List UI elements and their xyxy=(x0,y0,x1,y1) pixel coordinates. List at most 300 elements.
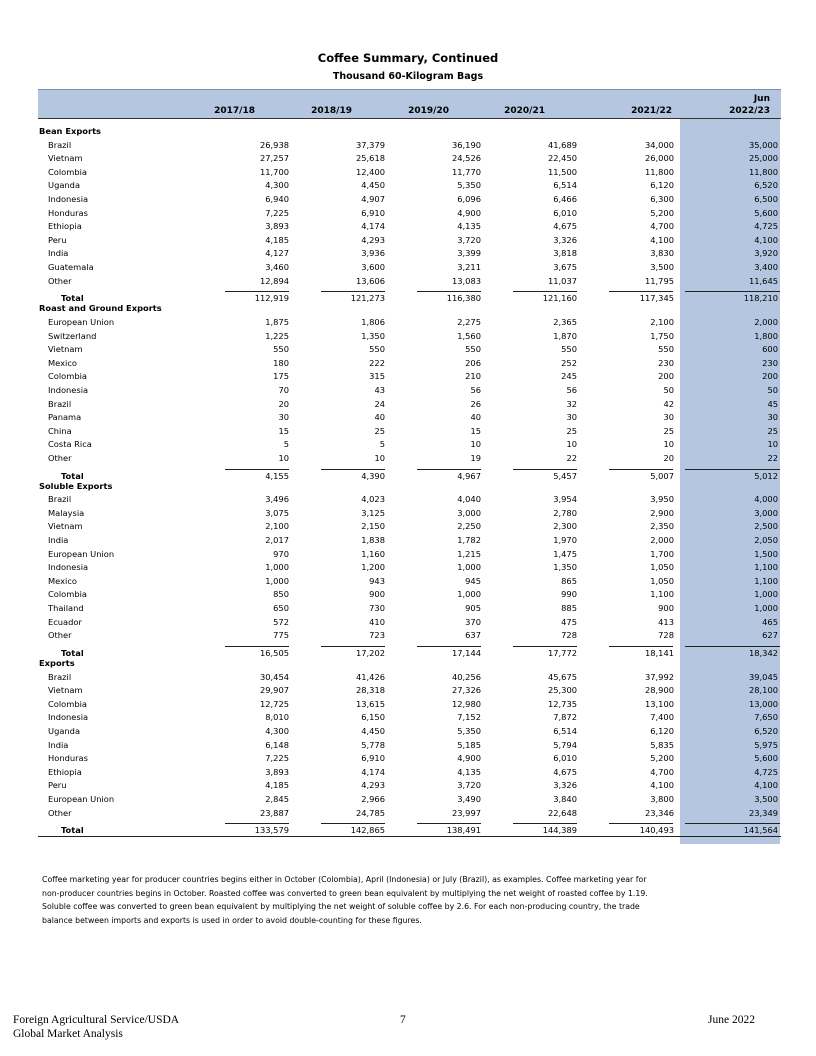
cell-value: 5,600 xyxy=(754,207,778,218)
total-value: 142,865 xyxy=(350,825,385,836)
table-row xyxy=(0,371,816,385)
cell-value: 26,938 xyxy=(259,139,289,150)
cell-value: 13,100 xyxy=(644,698,674,709)
cell-value: 1,100 xyxy=(754,562,778,573)
cell-value: 410 xyxy=(369,616,385,627)
table-row xyxy=(0,180,816,194)
table-row xyxy=(0,726,816,740)
table-row xyxy=(0,453,816,467)
cell-value: 50 xyxy=(767,384,778,395)
total-rule xyxy=(513,291,577,292)
cell-value: 13,606 xyxy=(355,275,385,286)
cell-value: 4,725 xyxy=(754,221,778,232)
cell-value: 6,010 xyxy=(553,207,577,218)
cell-value: 5,185 xyxy=(457,739,481,750)
cell-value: 3,490 xyxy=(457,793,481,804)
total-value: 112,919 xyxy=(254,293,289,304)
cell-value: 11,500 xyxy=(547,166,577,177)
cell-value: 970 xyxy=(273,548,289,559)
row-label: Ethiopia xyxy=(48,221,82,232)
cell-value: 20 xyxy=(663,452,674,463)
row-label: India xyxy=(48,535,69,545)
cell-value: 175 xyxy=(273,371,289,382)
row-label: Panama xyxy=(48,412,82,423)
table-row xyxy=(0,808,816,822)
table-row xyxy=(0,248,816,262)
table-row xyxy=(0,385,816,399)
row-label: China xyxy=(48,425,72,436)
cell-value: 2,780 xyxy=(553,507,577,518)
total-rule xyxy=(685,469,780,470)
table-row xyxy=(0,358,816,372)
row-label: Peru xyxy=(48,234,67,245)
cell-value: 27,257 xyxy=(259,153,289,164)
table-row xyxy=(0,439,816,453)
table-row xyxy=(0,535,816,549)
row-label: Uganda xyxy=(48,725,81,736)
cell-value: 600 xyxy=(762,344,778,355)
row-label: Malaysia xyxy=(48,507,85,518)
cell-value: 30,454 xyxy=(259,671,289,682)
total-value: 17,144 xyxy=(451,647,481,658)
cell-value: 550 xyxy=(369,344,385,355)
cell-value: 1,970 xyxy=(553,535,577,545)
total-value: 140,493 xyxy=(639,825,674,836)
total-value: 16,505 xyxy=(259,647,289,658)
cell-value: 2,100 xyxy=(650,316,674,327)
cell-value: 10 xyxy=(278,452,289,463)
cell-value: 2,250 xyxy=(457,521,481,532)
column-header-2018-19: 2018/19 xyxy=(311,106,352,116)
cell-value: 2,000 xyxy=(650,535,674,545)
section-header xyxy=(0,303,816,317)
row-label: Mexico xyxy=(48,357,77,368)
row-label: Vietnam xyxy=(48,344,83,355)
cell-value: 32 xyxy=(566,398,577,409)
page-title: Coffee Summary, Continued xyxy=(317,51,499,65)
table-row xyxy=(0,167,816,181)
total-value: 141,564 xyxy=(743,825,778,836)
row-label: Other xyxy=(48,452,72,463)
cell-value: 206 xyxy=(465,357,481,368)
cell-value: 26 xyxy=(470,398,481,409)
cell-value: 2,966 xyxy=(361,793,385,804)
column-header-2021-22: 2021/22 xyxy=(631,106,672,116)
table-bottom-rule xyxy=(38,836,781,837)
total-rule xyxy=(225,469,289,470)
cell-value: 1,000 xyxy=(457,589,481,600)
cell-value: 11,800 xyxy=(748,166,778,177)
table-row xyxy=(0,589,816,603)
cell-value: 3,500 xyxy=(754,793,778,804)
cell-value: 1,160 xyxy=(361,548,385,559)
section-label: Bean Exports xyxy=(39,126,101,136)
cell-value: 25,000 xyxy=(748,153,778,164)
cell-value: 3,400 xyxy=(754,262,778,272)
cell-value: 13,615 xyxy=(355,698,385,709)
cell-value: 4,040 xyxy=(457,494,481,505)
cell-value: 25,618 xyxy=(355,153,385,164)
cell-value: 222 xyxy=(369,357,385,368)
total-rule xyxy=(225,823,289,824)
cell-value: 1,050 xyxy=(650,575,674,586)
row-label: India xyxy=(48,739,69,750)
cell-value: 905 xyxy=(465,603,481,613)
cell-value: 5 xyxy=(283,439,289,450)
cell-value: 550 xyxy=(561,344,577,355)
cell-value: 4,293 xyxy=(361,780,385,791)
cell-value: 11,037 xyxy=(547,275,577,286)
cell-value: 12,735 xyxy=(547,698,577,709)
cell-value: 3,399 xyxy=(457,248,481,259)
table-row xyxy=(0,780,816,794)
cell-value: 2,900 xyxy=(650,507,674,518)
row-label: India xyxy=(48,248,69,259)
cell-value: 2,150 xyxy=(361,521,385,532)
cell-value: 27,326 xyxy=(451,685,481,696)
cell-value: 22 xyxy=(767,452,778,463)
cell-value: 10 xyxy=(374,452,385,463)
row-label: Honduras xyxy=(48,207,88,218)
table-row xyxy=(0,712,816,726)
cell-value: 4,100 xyxy=(754,234,778,245)
cell-value: 1,215 xyxy=(457,548,481,559)
cell-value: 11,800 xyxy=(644,166,674,177)
cell-value: 5,200 xyxy=(650,207,674,218)
cell-value: 2,100 xyxy=(265,521,289,532)
cell-value: 6,910 xyxy=(361,753,385,764)
total-rule xyxy=(417,823,481,824)
table-row xyxy=(0,794,816,808)
table-row xyxy=(0,508,816,522)
table-row xyxy=(0,685,816,699)
cell-value: 10 xyxy=(767,439,778,450)
cell-value: 5,350 xyxy=(457,725,481,736)
cell-value: 30 xyxy=(566,412,577,423)
cell-value: 25 xyxy=(566,425,577,436)
cell-value: 70 xyxy=(278,384,289,395)
cell-value: 3,211 xyxy=(457,262,481,272)
cell-value: 23,346 xyxy=(644,807,674,818)
row-label: European Union xyxy=(48,793,115,804)
section-header xyxy=(0,126,816,140)
section-label: Roast and Ground Exports xyxy=(39,303,162,314)
cell-value: 900 xyxy=(369,589,385,600)
cell-value: 3,326 xyxy=(553,780,577,791)
cell-value: 885 xyxy=(561,603,577,613)
cell-value: 26,000 xyxy=(644,153,674,164)
cell-value: 413 xyxy=(658,616,674,627)
cell-value: 4,185 xyxy=(265,234,289,245)
total-label: Total xyxy=(61,293,84,304)
cell-value: 3,500 xyxy=(650,262,674,272)
cell-value: 6,120 xyxy=(650,725,674,736)
cell-value: 728 xyxy=(658,630,674,641)
table-row xyxy=(0,208,816,222)
cell-value: 37,379 xyxy=(355,139,385,150)
table-row xyxy=(0,576,816,590)
row-label: Colombia xyxy=(48,371,87,382)
cell-value: 5,600 xyxy=(754,753,778,764)
cell-value: 200 xyxy=(762,371,778,382)
cell-value: 23,997 xyxy=(451,807,481,818)
cell-value: 39,045 xyxy=(748,671,778,682)
cell-value: 3,920 xyxy=(754,248,778,259)
footer-division: Global Market Analysis xyxy=(13,1028,123,1040)
table-row xyxy=(0,767,816,781)
row-label: Vietnam xyxy=(48,153,83,164)
header-rule xyxy=(38,118,781,119)
total-value: 121,273 xyxy=(350,293,385,304)
cell-value: 4,675 xyxy=(553,766,577,777)
row-label: Mexico xyxy=(48,575,77,586)
total-value: 4,967 xyxy=(457,470,481,481)
cell-value: 30 xyxy=(663,412,674,423)
table-row xyxy=(0,317,816,331)
cell-value: 45 xyxy=(767,398,778,409)
cell-value: 13,000 xyxy=(748,698,778,709)
cell-value: 4,700 xyxy=(650,221,674,232)
total-rule xyxy=(609,646,673,647)
cell-value: 42 xyxy=(663,398,674,409)
table-row xyxy=(0,630,816,644)
page-subtitle: Thousand 60-Kilogram Bags xyxy=(332,71,484,82)
cell-value: 943 xyxy=(369,575,385,586)
cell-value: 3,954 xyxy=(553,494,577,505)
cell-value: 11,770 xyxy=(451,166,481,177)
cell-value: 4,900 xyxy=(457,753,481,764)
cell-value: 6,514 xyxy=(553,725,577,736)
cell-value: 1,870 xyxy=(553,330,577,341)
cell-value: 2,000 xyxy=(754,316,778,327)
table-row xyxy=(0,617,816,631)
row-label: Ecuador xyxy=(48,616,82,627)
cell-value: 29,907 xyxy=(259,685,289,696)
cell-value: 6,150 xyxy=(361,712,385,723)
total-rule xyxy=(513,646,577,647)
section-header xyxy=(0,658,816,672)
cell-value: 627 xyxy=(762,630,778,641)
cell-value: 25 xyxy=(767,425,778,436)
table-row xyxy=(0,399,816,413)
cell-value: 37,992 xyxy=(644,671,674,682)
cell-value: 728 xyxy=(561,630,577,641)
table-row xyxy=(0,521,816,535)
cell-value: 4,675 xyxy=(553,221,577,232)
cell-value: 10 xyxy=(663,439,674,450)
cell-value: 1,350 xyxy=(553,562,577,573)
cell-value: 40 xyxy=(470,412,481,423)
total-rule xyxy=(609,469,673,470)
cell-value: 22,450 xyxy=(547,153,577,164)
row-label: Switzerland xyxy=(48,330,97,341)
cell-value: 1,350 xyxy=(361,330,385,341)
cell-value: 1,838 xyxy=(361,535,385,545)
cell-value: 4,450 xyxy=(361,725,385,736)
cell-value: 1,000 xyxy=(754,589,778,600)
total-value: 144,389 xyxy=(542,825,577,836)
total-value: 18,141 xyxy=(644,647,674,658)
cell-value: 28,900 xyxy=(644,685,674,696)
cell-value: 4,725 xyxy=(754,766,778,777)
cell-value: 6,120 xyxy=(650,180,674,191)
cell-value: 550 xyxy=(465,344,481,355)
total-rule xyxy=(609,823,673,824)
cell-value: 23,887 xyxy=(259,807,289,818)
cell-value: 1,475 xyxy=(553,548,577,559)
total-value: 4,155 xyxy=(265,470,289,481)
cell-value: 2,845 xyxy=(265,793,289,804)
total-rule xyxy=(513,469,577,470)
row-label: Colombia xyxy=(48,698,87,709)
cell-value: 5,778 xyxy=(361,739,385,750)
total-rule xyxy=(321,823,385,824)
cell-value: 4,174 xyxy=(361,221,385,232)
cell-value: 2,300 xyxy=(553,521,577,532)
cell-value: 12,894 xyxy=(259,275,289,286)
cell-value: 572 xyxy=(273,616,289,627)
cell-value: 56 xyxy=(470,384,481,395)
cell-value: 35,000 xyxy=(748,139,778,150)
cell-value: 6,940 xyxy=(265,194,289,204)
cell-value: 6,514 xyxy=(553,180,577,191)
cell-value: 11,645 xyxy=(748,275,778,286)
table-row xyxy=(0,331,816,345)
total-rule xyxy=(685,291,780,292)
table-row xyxy=(0,153,816,167)
column-header-2020-21: 2020/21 xyxy=(504,106,545,116)
cell-value: 210 xyxy=(465,371,481,382)
cell-value: 45,675 xyxy=(547,671,577,682)
cell-value: 5 xyxy=(379,439,385,450)
total-label: Total xyxy=(61,470,84,481)
footer-date: June 2022 xyxy=(708,1014,755,1026)
cell-value: 5,835 xyxy=(650,739,674,750)
total-rule xyxy=(225,646,289,647)
cell-value: 56 xyxy=(566,384,577,395)
row-label: European Union xyxy=(48,548,115,559)
cell-value: 1,875 xyxy=(265,316,289,327)
cell-value: 30 xyxy=(278,412,289,423)
cell-value: 4,000 xyxy=(754,494,778,505)
cell-value: 28,318 xyxy=(355,685,385,696)
cell-value: 1,000 xyxy=(265,562,289,573)
cell-value: 637 xyxy=(465,630,481,641)
total-value: 117,345 xyxy=(639,293,674,304)
cell-value: 1,200 xyxy=(361,562,385,573)
cell-value: 4,135 xyxy=(457,766,481,777)
cell-value: 4,293 xyxy=(361,234,385,245)
cell-value: 1,782 xyxy=(457,535,481,545)
cell-value: 6,520 xyxy=(754,180,778,191)
cell-value: 1,806 xyxy=(361,316,385,327)
cell-value: 3,600 xyxy=(361,262,385,272)
total-rule xyxy=(417,646,481,647)
cell-value: 23,349 xyxy=(748,807,778,818)
total-rule xyxy=(417,291,481,292)
cell-value: 3,893 xyxy=(265,221,289,232)
cell-value: 3,125 xyxy=(361,507,385,518)
total-rule xyxy=(609,291,673,292)
footnote: Coffee marketing year for producer countries begins either in October (Colombia), April (Indonesia) or July (Brazil), as examples. Coffee marketing year for non-producer countries begins in October. Roasted coffee was converted to green bean equivalent by multiplying the net weight of roasted coffee by 1.19. Soluble coffee was converted to green bean equivalent by multiplying the net weight of soluble coffee by 2.6. For each non-producing country, the trade balance between imports and exports is used in order to avoid double-counting for these figures. xyxy=(42,875,648,925)
cell-value: 2,017 xyxy=(265,535,289,545)
cell-value: 230 xyxy=(658,357,674,368)
table-row xyxy=(0,562,816,576)
cell-value: 3,830 xyxy=(650,248,674,259)
section-header xyxy=(0,481,816,495)
cell-value: 945 xyxy=(465,575,481,586)
cell-value: 3,720 xyxy=(457,234,481,245)
total-rule xyxy=(417,469,481,470)
total-rule xyxy=(321,469,385,470)
row-label: Indonesia xyxy=(48,562,89,573)
cell-value: 900 xyxy=(658,603,674,613)
cell-value: 865 xyxy=(561,575,577,586)
total-value: 5,007 xyxy=(650,470,674,481)
cell-value: 34,000 xyxy=(644,139,674,150)
cell-value: 41,426 xyxy=(355,671,385,682)
cell-value: 8,010 xyxy=(265,712,289,723)
cell-value: 4,300 xyxy=(265,725,289,736)
cell-value: 6,500 xyxy=(754,194,778,204)
table-row xyxy=(0,740,816,754)
row-label: Brazil xyxy=(48,671,72,682)
row-label: Other xyxy=(48,630,72,641)
cell-value: 990 xyxy=(561,589,577,600)
table-row xyxy=(0,603,816,617)
cell-value: 15 xyxy=(278,425,289,436)
cell-value: 465 xyxy=(762,616,778,627)
cell-value: 7,650 xyxy=(754,712,778,723)
cell-value: 550 xyxy=(658,344,674,355)
cell-value: 3,840 xyxy=(553,793,577,804)
total-value: 4,390 xyxy=(361,470,385,481)
cell-value: 1,100 xyxy=(650,589,674,600)
row-label: Brazil xyxy=(48,398,72,409)
cell-value: 2,350 xyxy=(650,521,674,532)
row-label: Other xyxy=(48,807,72,818)
cell-value: 3,675 xyxy=(553,262,577,272)
cell-value: 25 xyxy=(374,425,385,436)
cell-value: 7,152 xyxy=(457,712,481,723)
cell-value: 1,050 xyxy=(650,562,674,573)
cell-value: 30 xyxy=(767,412,778,423)
cell-value: 41,689 xyxy=(547,139,577,150)
cell-value: 20 xyxy=(278,398,289,409)
total-rule xyxy=(225,291,289,292)
column-header-2019-20: 2019/20 xyxy=(408,106,449,116)
row-label: Honduras xyxy=(48,753,88,764)
cell-value: 24 xyxy=(374,398,385,409)
page-number: 7 xyxy=(400,1014,406,1026)
section-label: Soluble Exports xyxy=(39,480,113,491)
cell-value: 6,910 xyxy=(361,207,385,218)
cell-value: 25 xyxy=(663,425,674,436)
cell-value: 4,700 xyxy=(650,766,674,777)
cell-value: 6,520 xyxy=(754,725,778,736)
row-label: Indonesia xyxy=(48,194,89,204)
cell-value: 4,100 xyxy=(650,780,674,791)
cell-value: 3,950 xyxy=(650,494,674,505)
table-row xyxy=(0,276,816,290)
total-rule xyxy=(321,646,385,647)
cell-value: 1,700 xyxy=(650,548,674,559)
cell-value: 22 xyxy=(566,452,577,463)
cell-value: 50 xyxy=(663,384,674,395)
cell-value: 6,300 xyxy=(650,194,674,204)
cell-value: 1,100 xyxy=(754,575,778,586)
cell-value: 43 xyxy=(374,384,385,395)
